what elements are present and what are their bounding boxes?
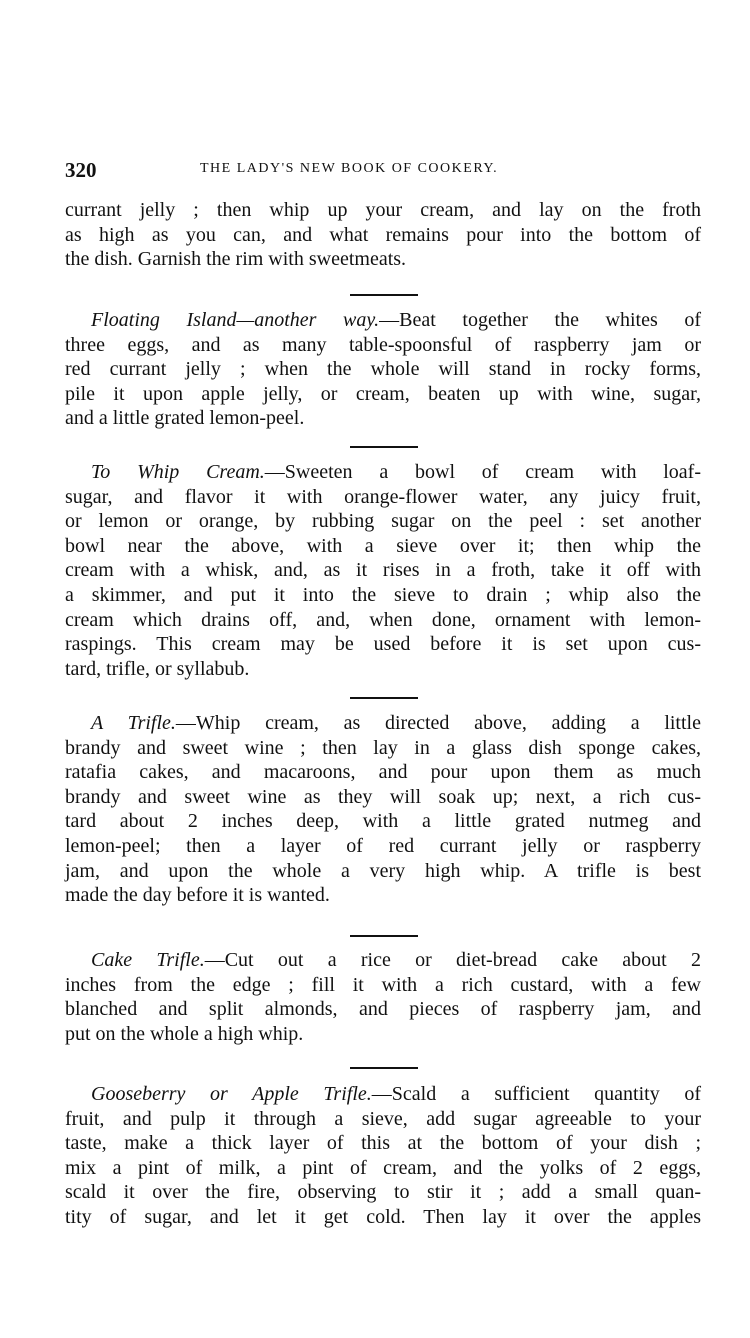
recipe-title: Cake Trifle.: [91, 949, 205, 971]
text-line: three eggs, and as many table-spoonsful of raspberry jam or: [65, 333, 701, 356]
text-line: tard about 2 inches deep, with a little grated nutmeg and: [65, 810, 701, 833]
text-line: jam, and upon the whole a very high whip. A trifle is best: [65, 859, 701, 882]
line-text: —Scald a sufficient quantity of: [371, 1083, 701, 1105]
text-line: tity of sugar, and let it get cold. Then lay it over the apples: [65, 1205, 701, 1228]
text-line: put on the whole a high whip.: [65, 1022, 304, 1045]
text-line: and a little grated lemon-peel.: [65, 407, 305, 430]
line-text: —Sweeten a bowl of cream with loaf-: [264, 461, 701, 483]
line-text: —Beat together the whites of: [379, 309, 701, 331]
section-divider: [350, 935, 418, 937]
text-line: a skimmer, and put it into the sieve to drain ; whip also the: [65, 583, 701, 606]
recipe-title: To Whip Cream.: [91, 461, 265, 483]
paragraph-first-line: [65, 460, 701, 485]
recipe-title: A Trifle.: [91, 712, 176, 734]
text-line: pile it upon apple jelly, or cream, beaten up with wine, sugar,: [65, 382, 701, 405]
text-line: taste, make a thick layer of this at the bottom of your dish ;: [65, 1132, 701, 1155]
text-line: as high as you can, and what remains pour into the bottom of: [65, 223, 701, 246]
recipe-title: Floating Island—another way.: [91, 309, 380, 331]
recipe-title: Gooseberry or Apple Trifle.: [91, 1083, 372, 1105]
line-text: —Cut out a rice or diet-bread cake about 2: [204, 949, 701, 971]
text-line: inches from the edge ; fill it with a rich custard, with a few: [65, 973, 701, 996]
text-line: made the day before it is wanted.: [65, 884, 330, 907]
recipe-paragraph: [65, 198, 701, 272]
text-line: brandy and sweet wine ; then lay in a glass dish sponge cakes,: [65, 736, 701, 759]
section-divider: [350, 697, 418, 699]
recipe-paragraph: [65, 1082, 701, 1230]
text-line: mix a pint of milk, a pint of cream, and the yolks of 2 eggs,: [65, 1156, 701, 1179]
recipe-paragraph: [65, 308, 701, 431]
text-line: cream which drains off, and, when done, ornament with lemon-: [65, 608, 701, 631]
text-line: fruit, and pulp it through a sieve, add sugar agreeable to your: [65, 1107, 701, 1130]
paragraph-first-line: [65, 711, 701, 736]
text-line: tard, trifle, or syllabub.: [65, 657, 250, 680]
page-header: [65, 158, 705, 184]
text-line: currant jelly ; then whip up your cream, and lay on the froth: [65, 199, 701, 221]
text-line: raspings. This cream may be used before it is set upon cus-: [65, 633, 701, 656]
page-number: 320: [65, 158, 97, 182]
text-line: or lemon or orange, by rubbing sugar on the peel : set another: [65, 510, 701, 533]
text-line: the dish. Garnish the rim with sweetmeats.: [65, 248, 407, 271]
text-line: lemon-peel; then a layer of red currant jelly or raspberry: [65, 834, 701, 857]
recipe-paragraph: [65, 711, 701, 908]
section-divider: [350, 294, 418, 296]
paragraph-first-line: [65, 1082, 701, 1107]
recipe-paragraph: [65, 948, 701, 1046]
text-line: sugar, and flavor it with orange-flower water, any juicy fruit,: [65, 485, 701, 508]
text-line: bowl near the above, with a sieve over it; then whip the: [65, 534, 701, 557]
paragraph-first-line: [65, 308, 701, 333]
section-divider: [350, 446, 418, 448]
text-line: brandy and sweet wine as they will soak up; next, a rich cus-: [65, 785, 701, 808]
recipe-paragraph: [65, 460, 701, 681]
running-title: THE LADY'S NEW BOOK OF COOKERY.: [200, 161, 499, 176]
text-line: ratafia cakes, and macaroons, and pour upon them as much: [65, 761, 701, 784]
text-line: blanched and split almonds, and pieces of raspberry jam, and: [65, 998, 701, 1021]
text-line: scald it over the fire, observing to stir it ; add a small quan-: [65, 1181, 701, 1204]
text-line: red currant jelly ; when the whole will stand in rocky forms,: [65, 358, 701, 381]
section-divider: [350, 1067, 418, 1069]
paragraph-first-line: [65, 948, 701, 973]
line-text: —Whip cream, as directed above, adding a little: [175, 712, 701, 734]
text-line: cream with a whisk, and, as it rises in a froth, take it off with: [65, 559, 701, 582]
